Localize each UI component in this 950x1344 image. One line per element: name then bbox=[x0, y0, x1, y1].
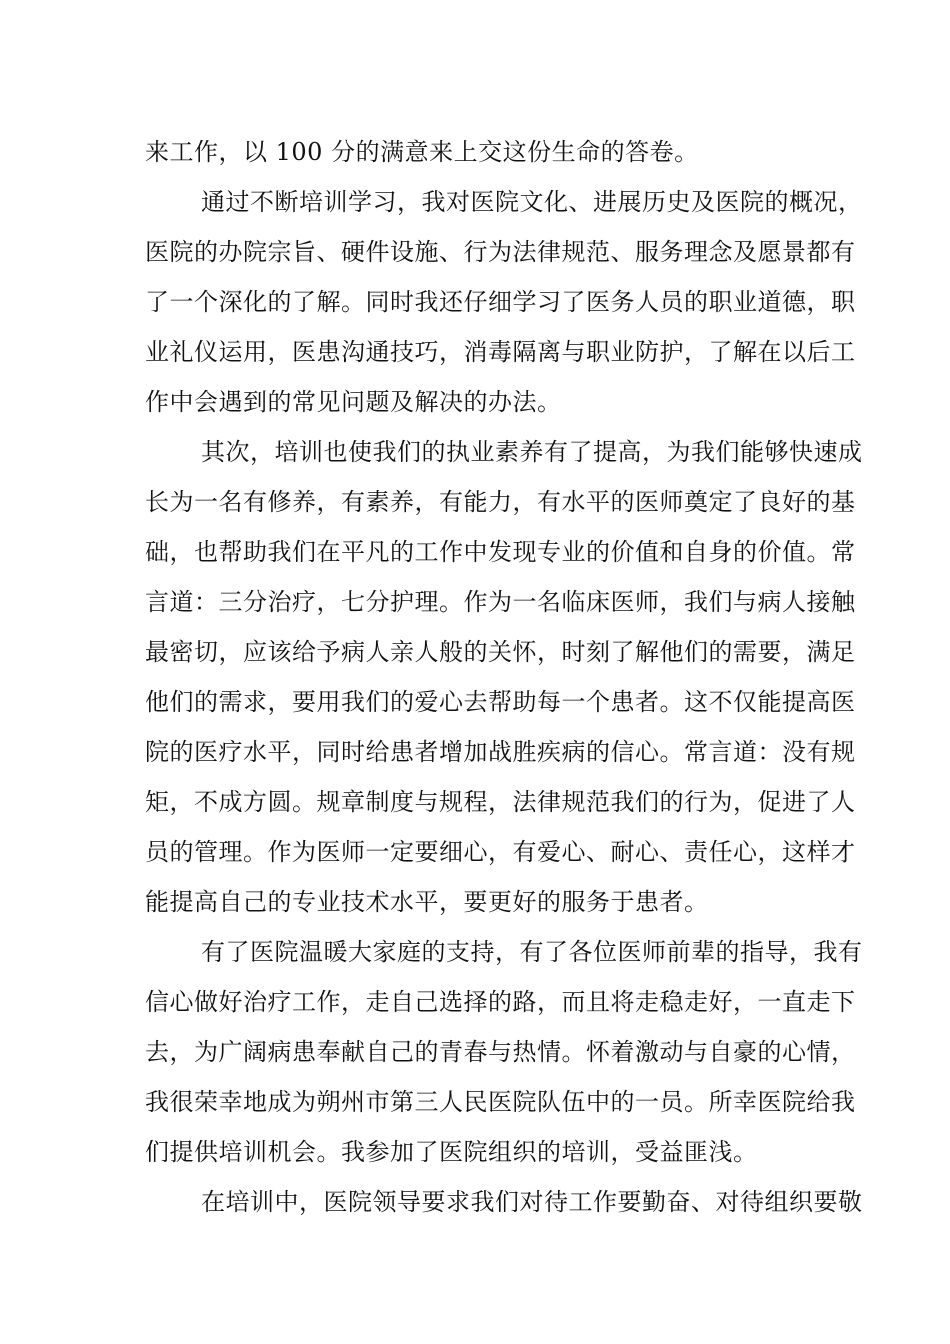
text-line: 能提高自己的专业技术水平，要更好的服务于患者。 bbox=[145, 888, 709, 916]
text-line: 来工作，以 100 分的满意来上交这份生命的答卷。 bbox=[145, 138, 699, 166]
text-line: 员的管理。作为医师一定要细心，有爱心、耐心、责任心，这样才 bbox=[145, 838, 856, 866]
text-line: 们提供培训机会。我参加了医院组织的培训，受益匪浅。 bbox=[145, 1138, 758, 1166]
paragraph-first-line: 在培训中，医院领导要求我们对待工作要勤奋、对待组织要敬 bbox=[201, 1188, 863, 1216]
text-line: 院的医疗水平，同时给患者增加战胜疾病的信心。常言道：没有规 bbox=[145, 738, 856, 766]
text-line: 信心做好治疗工作，走自己选择的路，而且将走稳走好，一直走下 bbox=[145, 988, 856, 1016]
text-line: 去，为广阔病患奉献自己的青春与热情。怀着激动与自豪的心情， bbox=[145, 1038, 856, 1066]
text-line: 长为一名有修养，有素养，有能力，有水平的医师奠定了良好的基 bbox=[145, 488, 856, 516]
text-line: 最密切，应该给予病人亲人般的关怀，时刻了解他们的需要，满足 bbox=[145, 638, 856, 666]
text-line: 了一个深化的了解。同时我还仔细学习了医务人员的职业道德，职 bbox=[145, 288, 856, 316]
text-line: 他们的需求，要用我们的爱心去帮助每一个患者。这不仅能提高医 bbox=[145, 688, 856, 716]
text-line: 医院的办院宗旨、硬件设施、行为法律规范、服务理念及愿景都有 bbox=[145, 238, 856, 266]
paragraph-first-line: 通过不断培训学习，我对医院文化、进展历史及医院的概况， bbox=[201, 188, 863, 216]
paragraph-first-line: 有了医院温暖大家庭的支持，有了各位医师前辈的指导，我有 bbox=[201, 938, 863, 966]
text-line: 业礼仪运用，医患沟通技巧，消毒隔离与职业防护，了解在以后工 bbox=[145, 338, 856, 366]
text-line: 础，也帮助我们在平凡的工作中发现专业的价值和自身的价值。常 bbox=[145, 538, 856, 566]
text-line: 作中会遇到的常见问题及解决的办法。 bbox=[145, 388, 562, 416]
paragraph-first-line: 其次，培训也使我们的执业素养有了提高，为我们能够快速成 bbox=[201, 438, 863, 466]
text-line: 言道：三分治疗，七分护理。作为一名临床医师，我们与病人接触 bbox=[145, 588, 856, 616]
text-line: 矩，不成方圆。规章制度与规程，法律规范我们的行为，促进了人 bbox=[145, 788, 856, 816]
text-line: 我很荣幸地成为朔州市第三人民医院队伍中的一员。所幸医院给我 bbox=[145, 1088, 856, 1116]
